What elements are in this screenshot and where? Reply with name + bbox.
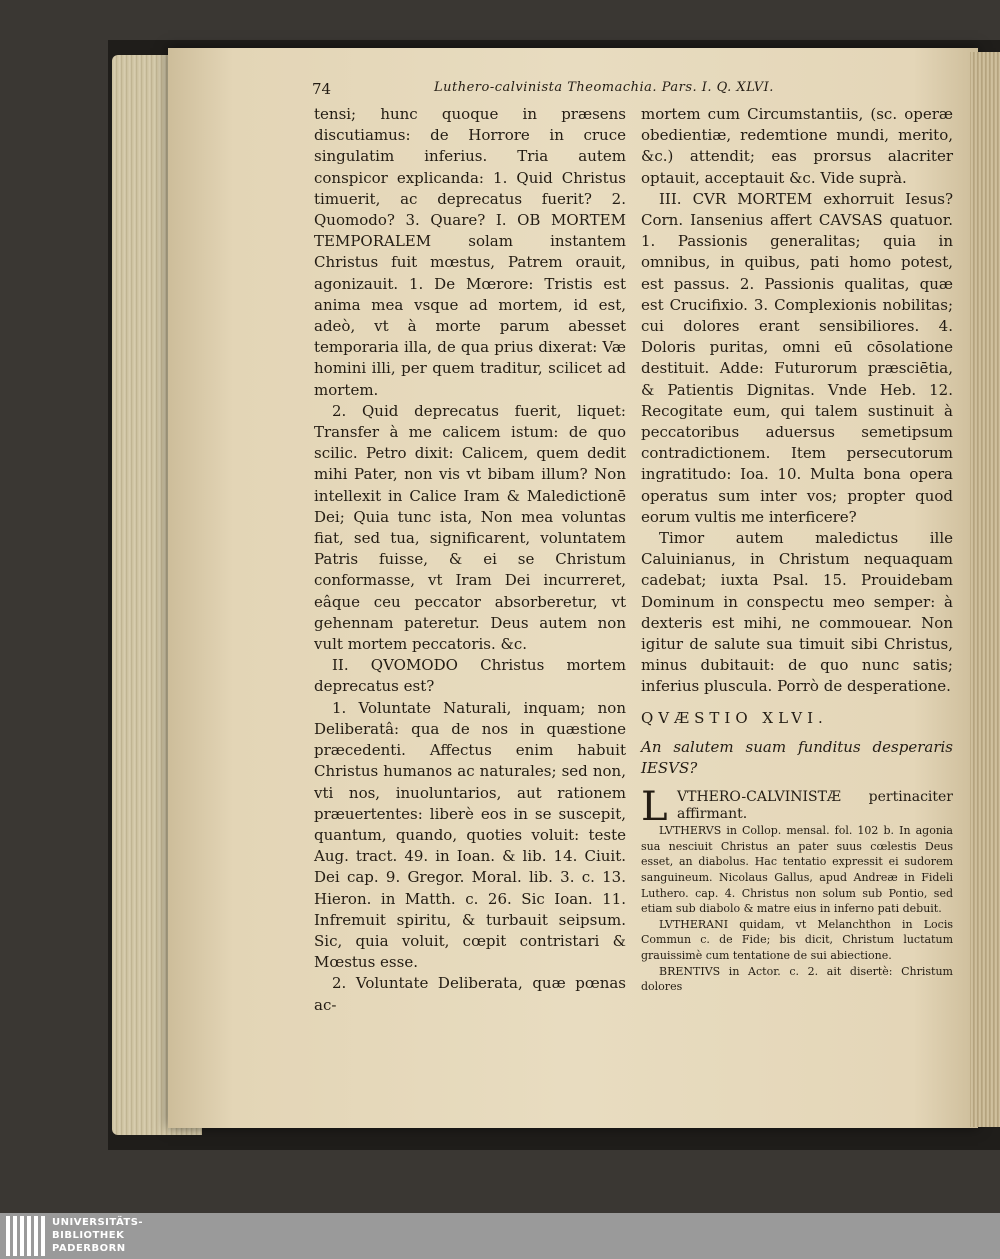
question-subtitle: An salutem suam funditus desperaris IESVS?	[641, 737, 953, 778]
note: LVTHERVS in Collop. mensal. fol. 102 b. In agonia sua nesciuit Christus an pater suus cœlestis Deus esset, an diabolus. Hac tentatio expressit ei sudorem sanguineum. Nicolaus Gallus, apud Andreæ in Fideli Luthero. cap. 4. Christus non solum sub Pontio, sed etiam sub diabolo & matre eius in inferno pati debuit.	[641, 824, 953, 916]
left-column	[314, 104, 626, 1016]
page-stack-right	[970, 52, 1000, 1127]
library-footer	[0, 1213, 1000, 1259]
note: BRENTIVS in Actor. c. 2. ait disertè: Christum dolores	[641, 964, 953, 994]
library-logo-text	[52, 1216, 143, 1255]
logo-line: PADERBORN	[52, 1243, 126, 1254]
logo-line: UNIVERSITÄTS-	[52, 1217, 144, 1228]
paragraph: 2. Quid deprecatus fuerit, liquet: Transfer à me calicem istum: de quo scilic. Petro dixit: Calicem, quem dedit mihi Pater, non vis vt bibam illum? Non intellexit in Calice Iram & Maledictionē Dei; Quia tunc ista, Non mea voluntas fiat, sed tua, significarent, voluntatem Patris fuisse, & ei se Christum conformasse, vt Iram Dei incurreret, eâque ceu peccator absorberetur, vt gehennam pateretur. Deus autem non vult mortem peccatoris. &c.	[314, 401, 626, 654]
drop-cap: L	[641, 784, 668, 831]
logo-line: BIBLIOTHEK	[52, 1230, 125, 1241]
paragraph: II. QVOMODO Christus mortem deprecatus est?	[314, 656, 626, 696]
question-title: QVÆSTIO XLVI.	[641, 708, 828, 727]
question-lead	[641, 784, 953, 831]
lead-text: VTHERO-CALVINISTÆ pertinaciter affirmant.	[677, 789, 953, 823]
page-number: 74	[312, 80, 332, 98]
paragraph: 2. Voluntate Deliberata, quæ pœnas ac-	[314, 974, 626, 1014]
library-logo-icon	[6, 1216, 46, 1256]
note: LVTHERANI quidam, vt Melanchthon in Locis Commun c. de Fide; bis dicit, Christum luctatum grauissimè cum tentatione de sui abiectione.	[641, 917, 953, 963]
right-column	[641, 104, 953, 995]
paragraph: mortem cum Circumstantiis, (sc. operæ obedientiæ, redemtione mundi, merito, &c.) attendit; eas prorsus alacriter optauit, acceptauit &c. Vide suprà.	[641, 105, 953, 187]
paragraph: III. CVR MORTEM exhorruit Iesus? Corn. Iansenius affert CAVSAS quatuor. 1. Passionis generalitas; quia in omnibus, in quibus, pati homo potest, est passus. 2. Passionis qualitas, quæ est Crucifixio. 3. Complexionis nobilitas; cui dolores erant sensibiliores. 4. Doloris puritas, omni eū cōsolatione destituit. Adde: Futurorum præsciētia, & Patientis Dignitas. Vnde Heb. 12. Recogitate eum, qui talem sustinuit à peccatoribus aduersus semetipsum contradictionem. Item persecutorum ingratitudo: Ioa. 10. Multa bona opera operatus sum inter vos; propter quod eorum vultis me interficere?	[641, 189, 953, 526]
running-title: Luthero-calvinista Theomachia. Pars. I. Q. XLVI.	[434, 80, 774, 95]
paragraph: 1. Voluntate Naturali, inquam; non Deliberatâ: qua de nos in quæstione præcedenti. Affectus enim habuit Christus humanos ac naturales; sed non, vti nos, inuoluntarios, aut rationem præuertentes: liberè eos in se suscepit, quantum, quando, quoties voluit: teste Aug. tract. 49. in Ioan. & lib. 14. Ciuit. Dei cap. 9. Gregor. Moral. lib. 3. c. 13. Hieron. in Matth. c. 26. Sic Ioan. 11. Infremuit spiritu, & turbauit seipsum. Sic, quia voluit, cœpit contristari & Mœstus esse.	[314, 698, 626, 972]
paragraph: tensi; hunc quoque in præsens discutiamus: de Horrore in cruce singulatim inferius. Tria autem conspicor explicanda: 1. Quid Christus timuerit, ac deprecatus fuerit? 2. Quomodo? 3. Quare? I. OB MORTEM TEMPORALEM solam instantem Christus fuit mœstus, Patrem orauit, agonizauit. 1. De Mœrore: Tristis est anima mea vsque ad mortem, id est, adeò, vt à morte parum abesset temporaria illa, de qua prius dixerat: Væ homini illi, per quem traditur, scilicet ad mortem.	[314, 105, 626, 399]
paragraph: Timor autem maledictus ille Caluinianus, in Christum nequaquam cadebat; iuxta Psal. 15. Prouidebam Dominum in conspectu meo semper: à dexteris est mihi, ne commouear. Non igitur de salute sua timuit sibi Christus, minus dubitauit: de quo nunc satis; inferius pluscula. Porrò de desperatione.	[641, 529, 953, 696]
